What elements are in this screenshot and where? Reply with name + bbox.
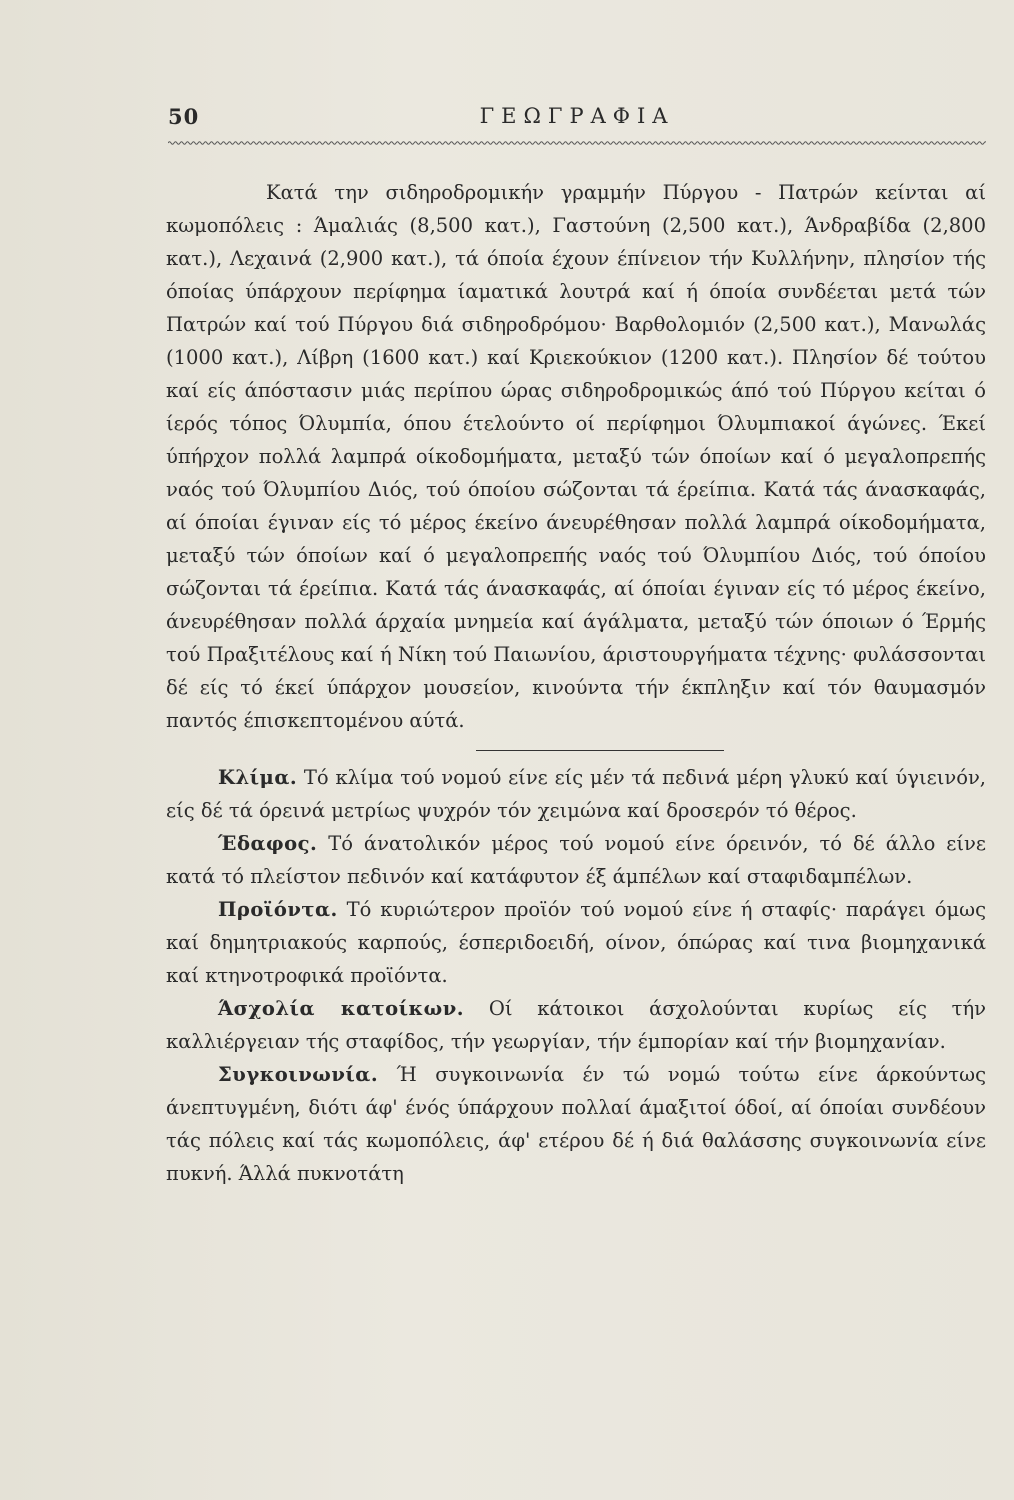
section-text: Οί κάτοικοι άσχολούνται κυρίως είς τήν καλλιέργειαν τής σταφίδος, τήν γεωργίαν, τήν έμπορίαν καί τήν βιομηχανίαν. [166,997,986,1053]
section-divider [476,750,724,751]
section-heading: Έδαφος. [218,832,318,855]
page-header [168,100,986,140]
section-occupation [166,992,986,1058]
section-heading: Συγκοινωνία. [218,1063,379,1086]
section-text: Τό άνατολικόν μέρος τού νομού είνε όρεινόν, τό δέ άλλο είνε κατά τό πλείστον πεδινόν καί κατάφυτον έξ άμπέλων καί σταφιδαμπέλων. [166,832,986,888]
section-heading: Προϊόντα. [218,898,338,921]
page-number: 50 [168,104,200,129]
section-heading: Κλίμα. [218,766,298,789]
section-communication [166,1058,986,1190]
section-climate [166,761,986,827]
section-products [166,893,986,992]
running-title: ΓΕΩΓΡΑΦΙΑ [479,104,675,128]
section-terrain [166,827,986,893]
page-body [166,176,986,1190]
section-text: Τό κυριώτερον προϊόν τού νομού είνε ή σταφίς· παράγει όμως καί δημητριακούς καρπούς, έσπεριδοειδή, οίνον, όπώρας καί τινα βιομηχανικά καί κτηνοτροφικά προϊόντα. [166,898,986,987]
section-heading: Άσχολία κατοίκων. [218,997,465,1020]
section-text: Τό κλίμα τού νομού είνε είς μέν τά πεδινά μέρη γλυκύ καί ύγιεινόν, είς δέ τά όρεινά μετρίως ψυχρόν τόν χειμώνα καί δροσερόν τό θέρος. [166,766,987,822]
intro-paragraph: Κατά την σιδηροδρομικήν γραμμήν Πύργου - Πατρών κείνται αί κωμοπόλεις : Άμαλιάς (8,500 κατ.), Γαστούνη (2,500 κατ.), Άνδραβίδα (2,800 κατ.), Λεχαινά (2,900 κατ.), τά όποία έχουν έπίνειον τήν Κυλλήνην, πλησίον τής όποίας ύπάρχουν περίφημα ίαματικά λουτρά καί ή όποία συνδέεται μετά τών Πατρών καί τού Πύργου διά σιδηροδρόμου· Βαρθολομιόν (2,500 κατ.), Μανωλάς (1000 κατ.), Λίβρη (1600 κατ.) καί Κριεκούκιον (1200 κατ.). Πλησίον δέ τούτου καί είς άπόστασιν μιάς περίπου ώρας σιδηροδρομικώς άπό τού Πύργου κείται ό ίερός τόπος Όλυμπία, όπου έτελούντο οί περίφημοι Όλυμπιακοί άγώνες. Έκεί ύπήρχον πολλά λαμπρά οίκοδομήματα, μεταξύ τών όποίων καί ό μεγαλοπρεπής ναός τού Όλυμπίου Διός, τού όποίου σώζονται τά έρείπια. Κατά τάς άνασκαφάς, αί όποίαι έγιναν είς τό μέρος έκείνο άνευρέθησαν πολλά λαμπρά οίκοδομήματα, μεταξύ τών όποίων καί ό μεγαλοπρεπής ναός τού Όλυμπίου Διός, τού όποίου σώζονται τά έρείπια. Κατά τάς άνασκαφάς, αί όποίαι έγιναν είς τό μέρος έκείνο, άνευρέθησαν πολλά άρχαία μνημεία καί άγάλματα, μεταξύ τών όποιων ό Έρμής τού Πραξιτέλους καί ή Νίκη τού Παιωνίου, άριστουργήματα τέχνης· φυλάσσονται δέ είς τό έκεί ύπάρχον μουσείον, κινούντα τήν έκπληξιν καί τόν θαυμασμόν παντός έπισκεπτομένου αύτά. [166,181,986,732]
section-text: Ή συγκοινωνία έν τώ νομώ τούτω είνε άρκούντως άνεπτυγμένη, διότι άφ' ένός ύπάρχουν πολλαί άμαξιτοί όδοί, αί όποίαι συνδέουν τάς πόλεις καί τάς κωμοπόλεις, άφ' ετέρου δέ ή διά θαλάσσης συγκοινωνία είνε πυκνή. Άλλά πυκνοτάτη [166,1063,986,1185]
wavy-header-rule [168,140,986,146]
